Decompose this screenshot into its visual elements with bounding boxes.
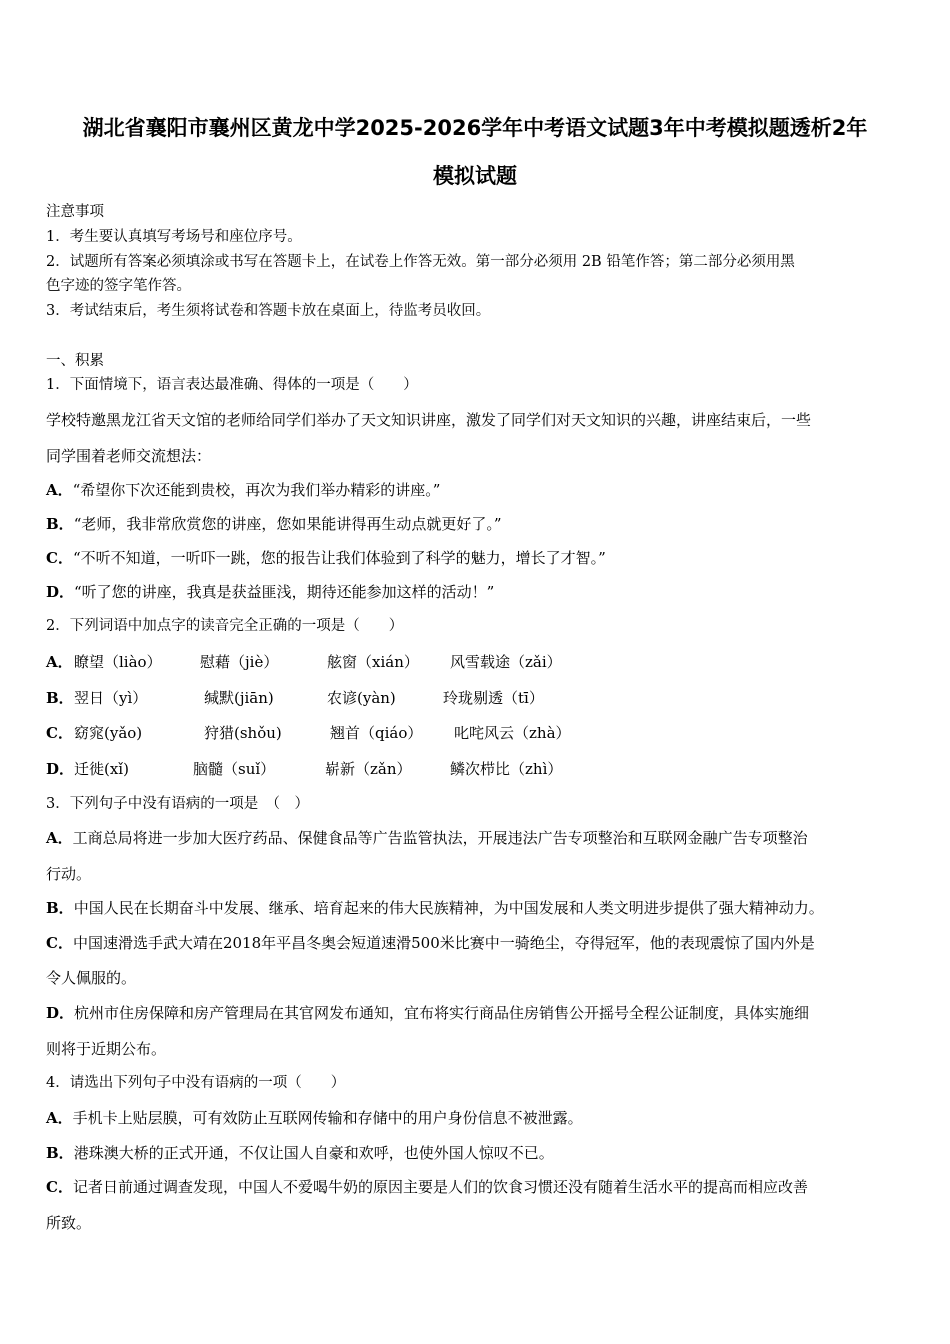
section-heading: 一、积累	[46, 353, 104, 369]
question-3-line: 则将于近期公布。	[46, 1040, 167, 1058]
option-label: B．	[46, 1144, 74, 1162]
question-4-line	[46, 1177, 808, 1197]
option-label: A．	[46, 829, 73, 847]
question-3-line	[46, 1003, 809, 1023]
pinyin-item: 缄默(jiān)	[204, 689, 274, 707]
question-3-stem: 3．下列句子中没有语病的一项是 （ ）	[46, 796, 309, 812]
question-4-line: 所致。	[46, 1214, 92, 1232]
option-label: D．	[46, 1004, 75, 1022]
question-4-line	[46, 1108, 583, 1128]
question-1-option-c	[46, 548, 606, 568]
pinyin-item: 脑髓（suǐ）	[193, 760, 276, 778]
option-text: 记者日前通过调查发现，中国人不爱喝牛奶的原因主要是人们的饮食习惯还没有随着生活水平的提高而相应改善	[72, 1178, 808, 1196]
pinyin-item: 慰藉（jiè）	[200, 653, 279, 671]
pinyin-item: 玲珑剔透（tī）	[443, 689, 544, 707]
notice-item: 2．试题所有答案必须填涂或书写在答题卡上，在试卷上作答无效。第一部分必须用 2B 铅笔作答；第二部分必须用黑	[46, 254, 795, 270]
question-1-option-d	[46, 582, 494, 602]
pinyin-item: 崭新（zǎn）	[325, 760, 412, 778]
notice-item: 3．考试结束后，考生须将试卷和答题卡放在桌面上，待监考员收回。	[46, 303, 491, 319]
pinyin-item: 翌日（yì）	[74, 689, 148, 707]
question-3-line	[46, 933, 815, 953]
pinyin-item: 迁徙(xǐ)	[74, 760, 129, 778]
option-text: 港珠澳大桥的正式开通，不仅让国人自豪和欢呼，也使外国人惊叹不已。	[73, 1144, 554, 1162]
pinyin-item: 叱咤风云（zhà）	[454, 724, 571, 742]
option-label: B．	[46, 899, 74, 917]
option-text: “听了您的讲座，我真是获益匪浅，期待还能参加这样的活动！”	[74, 583, 495, 601]
pinyin-item: 风雪载途（zǎi）	[450, 653, 562, 671]
option-text: 中国速滑选手武大靖在2018年平昌冬奥会短道速滑500米比赛中一骑绝尘，夺得冠军，他的表现震惊了国内外是	[72, 934, 815, 952]
option-text: 中国人民在长期奋斗中发展、继承、培育起来的伟大民族精神，为中国发展和人类文明进步提供了强大精神动力。	[73, 899, 824, 917]
option-label: D．	[46, 583, 75, 601]
option-text: 杭州市住房保障和房产管理局在其官网发布通知，宜布将实行商品住房销售公开摇号全程公证制度，具体实施细	[74, 1004, 810, 1022]
pinyin-item: 翘首（qiáo）	[330, 724, 423, 742]
question-1-option-a	[46, 480, 440, 500]
option-label: A．	[46, 1109, 73, 1127]
question-1-context: 学校特邀黑龙江省天文馆的老师给同学们举办了天文知识讲座，激发了同学们对天文知识的兴趣，讲座结束后，一些	[46, 411, 812, 429]
option-text: “希望你下次还能到贵校，再次为我们举办精彩的讲座。”	[72, 481, 441, 499]
pinyin-item: 狩猎(shǒu)	[204, 724, 282, 742]
question-1-option-b	[46, 514, 502, 534]
option-label: B．	[46, 689, 74, 707]
question-3-line	[46, 828, 808, 848]
option-text: “老师，我非常欣赏您的讲座，您如果能讲得再生动点就更好了。”	[73, 515, 502, 533]
option-label: A．	[46, 481, 73, 499]
question-4-stem: 4．请选出下列句子中没有语病的一项（ ）	[46, 1075, 346, 1091]
option-label: A．	[46, 653, 73, 671]
pinyin-item: 农谚(yàn)	[327, 689, 396, 707]
question-3-line: 令人佩服的。	[46, 969, 137, 987]
pinyin-item: 舷窗（xián）	[327, 653, 419, 671]
pinyin-item: 窈窕(yǎo)	[74, 724, 143, 742]
option-label: B．	[46, 515, 74, 533]
option-text: 工商总局将进一步加大医疗药品、保健食品等广告监管执法，开展违法广告专项整治和互联网金融广告专项整治	[72, 829, 808, 847]
option-label: C．	[46, 549, 73, 567]
notice-item: 1．考生要认真填写考场号和座位序号。	[46, 229, 302, 245]
question-1-stem: 1．下面情境下，语言表达最准确、得体的一项是（ ）	[46, 377, 418, 393]
option-label: C．	[46, 1178, 73, 1196]
question-4-line	[46, 1143, 554, 1163]
question-2-stem: 2．下列词语中加点字的读音完全正确的一项是（ ）	[46, 618, 404, 634]
question-3-line: 行动。	[46, 865, 92, 883]
option-text: “不听不知道，一听吓一跳，您的报告让我们体验到了科学的魅力，增长了才智。”	[72, 549, 606, 567]
question-1-context: 同学围着老师交流想法：	[46, 447, 212, 465]
exam-title-line2: 模拟试题	[433, 164, 517, 188]
notice-item: 色字迹的签字笔作答。	[46, 278, 191, 294]
pinyin-item: 瞭望（liào）	[74, 653, 162, 671]
exam-title-line1: 湖北省襄阳市襄州区黄龙中学2025-2026学年中考语文试题3年中考模拟题透析2年	[82, 116, 868, 140]
option-text: 手机卡上贴层膜，可有效防止互联网传输和存储中的用户身份信息不被泄露。	[72, 1109, 583, 1127]
option-label: C．	[46, 934, 73, 952]
pinyin-item: 鳞次栉比（zhì）	[450, 760, 563, 778]
question-3-line	[46, 898, 824, 918]
option-label: D．	[46, 760, 75, 778]
notice-heading: 注意事项	[46, 204, 104, 220]
option-label: C．	[46, 724, 73, 742]
